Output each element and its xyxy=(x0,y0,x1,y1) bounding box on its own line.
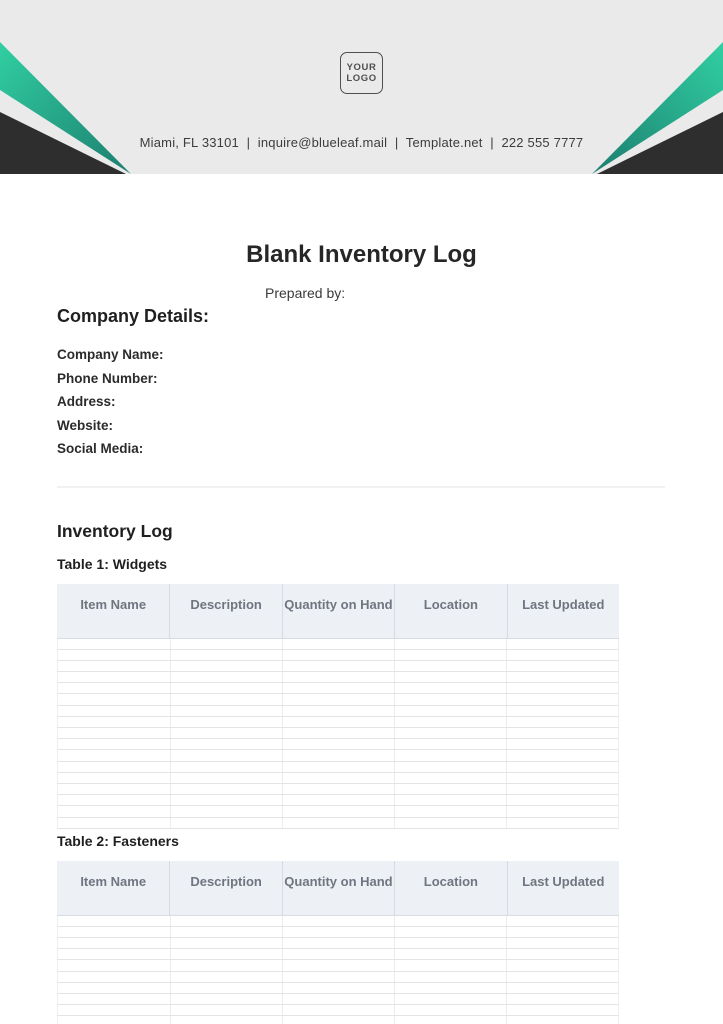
table-cell xyxy=(282,927,394,937)
table-cell xyxy=(506,683,618,693)
table-cell xyxy=(282,639,394,649)
table-cell xyxy=(506,795,618,805)
table-cell xyxy=(170,806,282,816)
table-cell xyxy=(282,983,394,993)
table-cell xyxy=(394,972,506,982)
table-cell xyxy=(394,683,506,693)
table-cell xyxy=(58,694,170,704)
table-row xyxy=(57,639,619,650)
table-cell xyxy=(394,784,506,794)
table-row xyxy=(57,784,619,795)
table-cell xyxy=(394,960,506,970)
table-cell xyxy=(170,960,282,970)
table-cell xyxy=(170,639,282,649)
table-cell xyxy=(170,762,282,772)
table-cell xyxy=(58,972,170,982)
table-cell xyxy=(506,784,618,794)
company-field-label: Phone Number: xyxy=(57,370,158,386)
table-cell xyxy=(282,1016,394,1024)
table-row xyxy=(57,762,619,773)
table-cell xyxy=(58,750,170,760)
table-cell xyxy=(170,750,282,760)
table-cell xyxy=(170,773,282,783)
table-row xyxy=(57,773,619,784)
contact-bar: Miami, FL 33101 | inquire@blueleaf.mail | Template.net | 222 555 7777 xyxy=(139,135,584,150)
table-cell xyxy=(394,639,506,649)
table-cell xyxy=(58,728,170,738)
table-row xyxy=(57,972,619,983)
table-cell xyxy=(394,750,506,760)
table-cell xyxy=(58,717,170,727)
table-cell xyxy=(282,762,394,772)
table-cell xyxy=(506,773,618,783)
table-cell xyxy=(170,728,282,738)
table-cell xyxy=(170,818,282,828)
table-cell xyxy=(58,960,170,970)
table-cell xyxy=(170,983,282,993)
table-cell xyxy=(282,806,394,816)
table-cell xyxy=(394,916,506,926)
inventory-log-heading: Inventory Log xyxy=(57,520,173,541)
column-header: Item Name xyxy=(80,596,147,612)
table-cell xyxy=(170,949,282,959)
table-row xyxy=(57,949,619,960)
table-header-row xyxy=(57,584,619,639)
table-cell xyxy=(282,938,394,948)
table-cell xyxy=(58,938,170,948)
prepared-by-label: Prepared by: xyxy=(265,285,346,301)
table-cell xyxy=(506,1005,618,1015)
table-cell xyxy=(506,672,618,682)
table-cell xyxy=(506,960,618,970)
table-cell xyxy=(282,661,394,671)
header-band xyxy=(0,0,723,174)
table-cell xyxy=(282,818,394,828)
table-cell xyxy=(394,728,506,738)
table-cell xyxy=(282,949,394,959)
table-cell xyxy=(170,717,282,727)
table-cell xyxy=(394,672,506,682)
table-cell xyxy=(394,762,506,772)
table-cell xyxy=(58,650,170,660)
table-cell xyxy=(506,806,618,816)
table-cell xyxy=(394,806,506,816)
table-row xyxy=(57,694,619,705)
table-row xyxy=(57,1005,619,1016)
table-caption: Table 2: Fasteners xyxy=(57,832,179,849)
table-cell xyxy=(394,983,506,993)
column-header: Description xyxy=(169,861,281,915)
table-cell xyxy=(170,739,282,749)
table-row xyxy=(57,960,619,971)
table-cell xyxy=(394,661,506,671)
table-row xyxy=(57,927,619,938)
table-cell xyxy=(506,694,618,704)
table-row xyxy=(57,683,619,694)
table-cell xyxy=(394,739,506,749)
table-cell xyxy=(506,639,618,649)
column-header: Last Updated xyxy=(507,861,619,915)
table-cell xyxy=(282,1005,394,1015)
logo-text-line1: YOUR xyxy=(346,62,377,73)
section-divider xyxy=(57,486,665,488)
table-row xyxy=(57,650,619,661)
table-cell xyxy=(58,661,170,671)
table-cell xyxy=(58,806,170,816)
table-cell xyxy=(170,784,282,794)
table-cell xyxy=(282,694,394,704)
table-cell xyxy=(506,650,618,660)
table-cell xyxy=(170,972,282,982)
table-cell xyxy=(58,739,170,749)
table-cell xyxy=(506,983,618,993)
table-cell xyxy=(58,795,170,805)
table-row xyxy=(57,728,619,739)
table-cell xyxy=(282,672,394,682)
company-field-label: Website: xyxy=(57,417,114,433)
table-cell xyxy=(394,1016,506,1024)
column-header: Description xyxy=(169,584,281,638)
table-cell xyxy=(506,728,618,738)
table-row xyxy=(57,795,619,806)
table-cell xyxy=(170,706,282,716)
table-header-row xyxy=(57,861,619,916)
table-row xyxy=(57,983,619,994)
table-cell xyxy=(58,1016,170,1024)
table-row xyxy=(57,818,619,829)
table-cell xyxy=(394,650,506,660)
table-cell xyxy=(170,683,282,693)
table-cell xyxy=(58,762,170,772)
table-cell xyxy=(58,927,170,937)
table-cell xyxy=(394,717,506,727)
page-title: Blank Inventory Log xyxy=(246,241,477,268)
table-cell xyxy=(506,750,618,760)
table-row xyxy=(57,994,619,1005)
table-cell xyxy=(58,916,170,926)
table-cell xyxy=(282,960,394,970)
table-cell xyxy=(282,972,394,982)
table-row xyxy=(57,717,619,728)
table-cell xyxy=(170,927,282,937)
table-cell xyxy=(170,1005,282,1015)
table-row xyxy=(57,661,619,672)
table-cell xyxy=(58,683,170,693)
table-cell xyxy=(170,672,282,682)
table-cell xyxy=(506,661,618,671)
table-cell xyxy=(58,1005,170,1015)
table-cell xyxy=(282,650,394,660)
table-cell xyxy=(506,706,618,716)
logo-text-line2: LOGO xyxy=(346,73,377,84)
table-cell xyxy=(506,1016,618,1024)
table-cell xyxy=(394,773,506,783)
table-cell xyxy=(506,739,618,749)
table-row xyxy=(57,806,619,817)
table-cell xyxy=(394,994,506,1004)
table-cell xyxy=(282,739,394,749)
table-cell xyxy=(58,983,170,993)
table-caption: Table 1: Widgets xyxy=(57,555,168,572)
table-cell xyxy=(394,818,506,828)
table-cell xyxy=(58,672,170,682)
table-cell xyxy=(506,762,618,772)
table-cell xyxy=(58,784,170,794)
table-row xyxy=(57,750,619,761)
table-cell xyxy=(58,818,170,828)
table-row xyxy=(57,1016,619,1024)
company-field-label: Social Media: xyxy=(57,441,144,456)
table-cell xyxy=(282,750,394,760)
inventory-table xyxy=(57,584,619,829)
table-cell xyxy=(282,916,394,926)
table-cell xyxy=(506,972,618,982)
table-cell xyxy=(394,927,506,937)
table-cell xyxy=(170,916,282,926)
table-cell xyxy=(282,795,394,805)
logo-placeholder xyxy=(340,52,383,94)
table-cell xyxy=(170,694,282,704)
company-details-heading: Company Details: xyxy=(57,306,210,326)
column-header: Item Name xyxy=(80,873,147,889)
table-row xyxy=(57,739,619,750)
company-field-label: Company Name: xyxy=(57,347,164,362)
table-cell xyxy=(170,1016,282,1024)
table-cell xyxy=(394,706,506,716)
table-cell xyxy=(58,994,170,1004)
table-cell xyxy=(506,949,618,959)
table-cell xyxy=(170,795,282,805)
company-field-label: Address: xyxy=(57,394,116,409)
table-cell xyxy=(170,994,282,1004)
table-cell xyxy=(506,994,618,1004)
table-cell xyxy=(282,683,394,693)
table-cell xyxy=(282,994,394,1004)
table-cell xyxy=(394,949,506,959)
table-row xyxy=(57,706,619,717)
table-cell xyxy=(506,938,618,948)
table-cell xyxy=(58,639,170,649)
table-cell xyxy=(506,916,618,926)
table-row xyxy=(57,672,619,683)
table-cell xyxy=(282,728,394,738)
table-cell xyxy=(170,661,282,671)
table-row xyxy=(57,916,619,927)
table-cell xyxy=(506,818,618,828)
table-cell xyxy=(394,694,506,704)
table-cell xyxy=(58,706,170,716)
table-cell xyxy=(58,773,170,783)
table-cell xyxy=(394,1005,506,1015)
table-cell xyxy=(394,795,506,805)
column-header: Location xyxy=(394,584,506,638)
table-cell xyxy=(170,938,282,948)
table-cell xyxy=(58,949,170,959)
table-cell xyxy=(282,784,394,794)
table-row xyxy=(57,938,619,949)
table-cell xyxy=(282,706,394,716)
table-cell xyxy=(506,717,618,727)
inventory-table xyxy=(57,861,619,1024)
table-cell xyxy=(282,717,394,727)
table-cell xyxy=(394,938,506,948)
table-cell xyxy=(282,773,394,783)
table-cell xyxy=(170,650,282,660)
company-details-fields xyxy=(57,343,666,461)
column-header: Quantity on Hand xyxy=(282,861,394,915)
column-header: Last Updated xyxy=(507,584,619,638)
column-header: Quantity on Hand xyxy=(282,584,394,638)
table-cell xyxy=(506,927,618,937)
column-header: Location xyxy=(394,861,506,915)
